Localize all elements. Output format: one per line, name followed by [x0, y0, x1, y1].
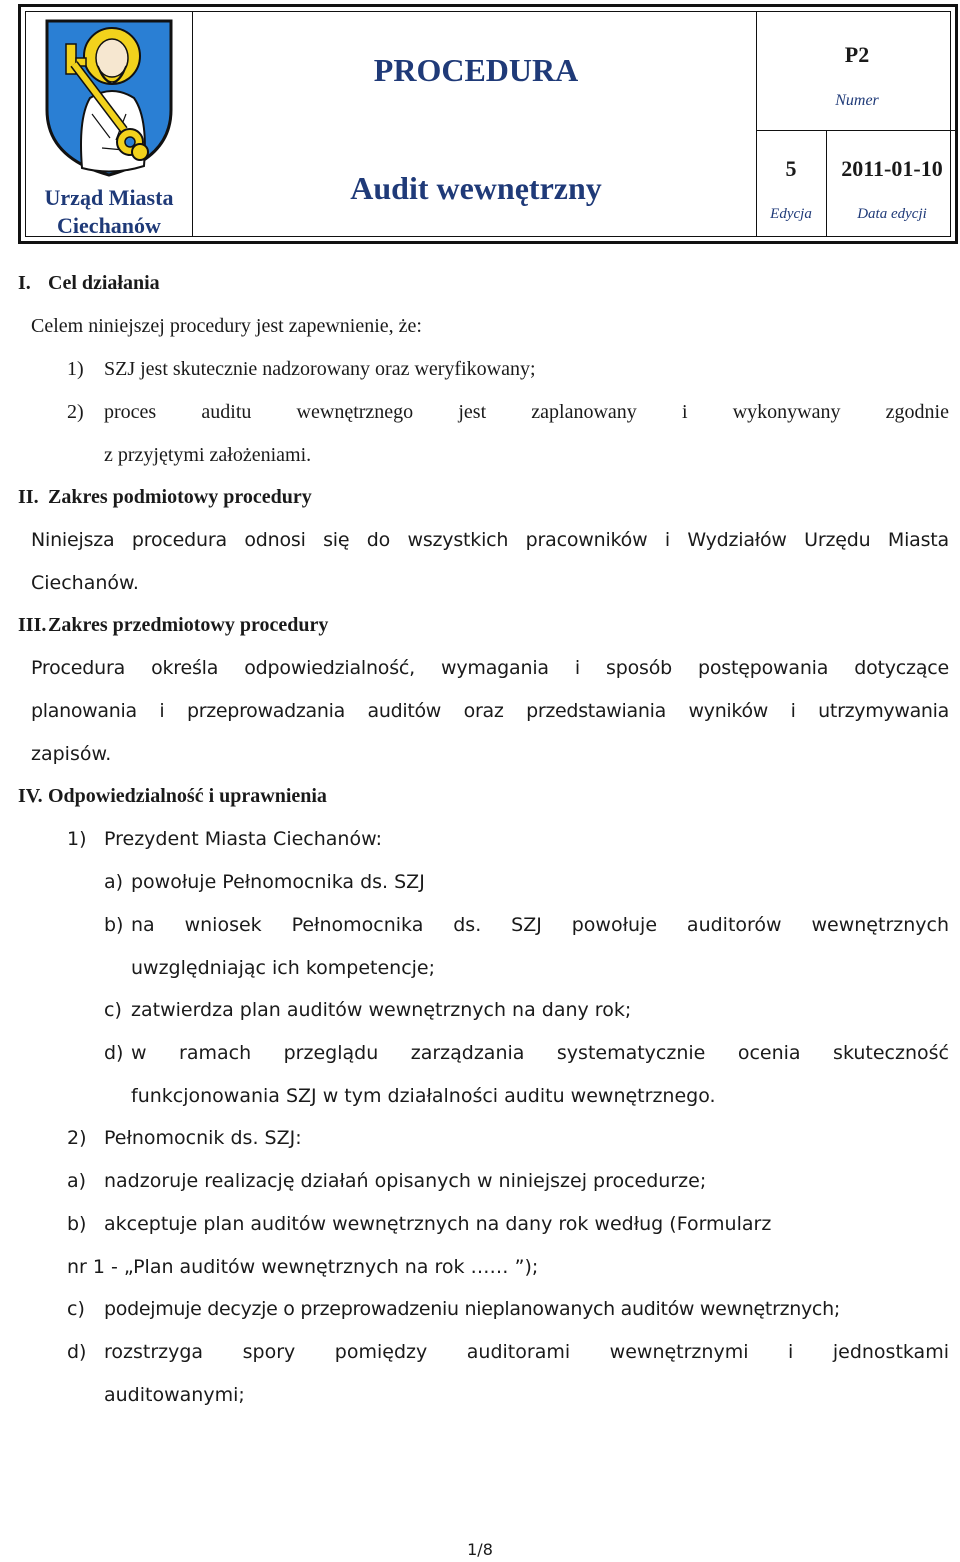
list-item: powołuje Pełnomocnika ds. SZJ: [131, 871, 425, 893]
list-item: rozstrzyga spory pomiędzy auditorami wewnętrznymi i jednostkami: [104, 1341, 949, 1363]
paragraph-continuation: Ciechanów.: [31, 572, 139, 594]
logo-cell: [26, 12, 192, 236]
list-marker: a): [104, 871, 124, 893]
paragraph-continuation: zapisów.: [31, 743, 112, 765]
list-item: proces auditu wewnętrznego jest zaplanowany i wykonywany zgodnie: [104, 401, 949, 423]
header-divider: [756, 130, 958, 131]
page-number: 1/8: [467, 1540, 493, 1559]
section-number: I.: [18, 272, 31, 294]
paragraph: planowania i przeprowadzania auditów oraz przedstawiania wyników i utrzymywania: [31, 700, 949, 722]
list-item-continuation: z przyjętymi założeniami.: [104, 444, 312, 466]
list-marker: c): [104, 999, 122, 1021]
procedure-number-label: Numer: [835, 92, 879, 109]
section-number: IV.: [18, 785, 43, 807]
city-crest-logo: [44, 18, 174, 178]
edition-date: 2011-01-10: [841, 156, 943, 181]
list-item-continuation: funkcjonowania SZJ w tym działalności auditu wewnętrznego.: [131, 1085, 716, 1107]
list-marker: 2): [67, 1127, 87, 1149]
edition-number: 5: [785, 156, 797, 181]
list-marker: b): [104, 914, 124, 936]
list-item: akceptuje plan auditów wewnętrznych na dany rok według (Formularz: [104, 1213, 772, 1235]
edition-label: Edycja: [770, 206, 812, 222]
paragraph: Niniejsza procedura odnosi się do wszystkich pracowników i Wydziałów Urzędu Miasta: [31, 529, 949, 551]
list-item: na wniosek Pełnomocnika ds. SZJ powołuje auditorów wewnętrznych: [131, 914, 949, 936]
list-marker: b): [67, 1213, 87, 1235]
header-inner-frame: [25, 11, 951, 237]
procedure-title: Audit wewnętrzny: [350, 170, 602, 206]
list-item: Pełnomocnik ds. SZJ:: [104, 1127, 302, 1149]
list-marker: 2): [67, 401, 84, 423]
section-heading: Cel działania: [48, 272, 160, 294]
procedure-number: P2: [844, 42, 870, 67]
list-marker: d): [104, 1042, 124, 1064]
list-item: SZJ jest skutecznie nadzorowany oraz weryfikowany;: [104, 358, 536, 380]
document-header: [18, 4, 958, 244]
section-heading: Zakres podmiotowy procedury: [48, 486, 312, 508]
paragraph: Celem niniejszej procedury jest zapewnienie, że:: [31, 315, 422, 337]
section-number: III.: [18, 614, 47, 636]
list-item: podejmuje decyzje o przeprowadzeniu nieplanowanych auditów wewnętrznych;: [104, 1298, 840, 1320]
list-item: zatwierdza plan auditów wewnętrznych na dany rok;: [131, 999, 632, 1021]
list-marker: c): [67, 1298, 85, 1320]
section-number: II.: [18, 486, 39, 508]
document-type: PROCEDURA: [373, 52, 579, 88]
list-marker: 1): [67, 358, 84, 380]
list-item: Prezydent Miasta Ciechanów:: [104, 828, 382, 850]
list-marker: a): [67, 1170, 87, 1192]
section-heading: Odpowiedzialność i uprawnienia: [48, 785, 327, 807]
list-item: nadzoruje realizację działań opisanych w niniejszej procedurze;: [104, 1170, 707, 1192]
paragraph: Procedura określa odpowiedzialność, wymagania i sposób postępowania dotyczące: [31, 657, 949, 679]
list-item-continuation: nr 1 - „Plan auditów wewnętrznych na rok …… ”);: [67, 1256, 539, 1278]
list-item: w ramach przeglądu zarządzania systematycznie ocenia skuteczność: [131, 1042, 949, 1064]
list-item-continuation: uwzględniając ich kompetencje;: [131, 957, 436, 979]
section-heading: Zakres przedmiotowy procedury: [48, 614, 329, 636]
list-item-continuation: auditowanymi;: [104, 1384, 245, 1406]
edition-date-label: Data edycji: [857, 206, 927, 222]
list-marker: d): [67, 1341, 87, 1363]
list-marker: 1): [67, 828, 87, 850]
office-name: Urząd Miasta Ciechanów: [44, 185, 174, 238]
